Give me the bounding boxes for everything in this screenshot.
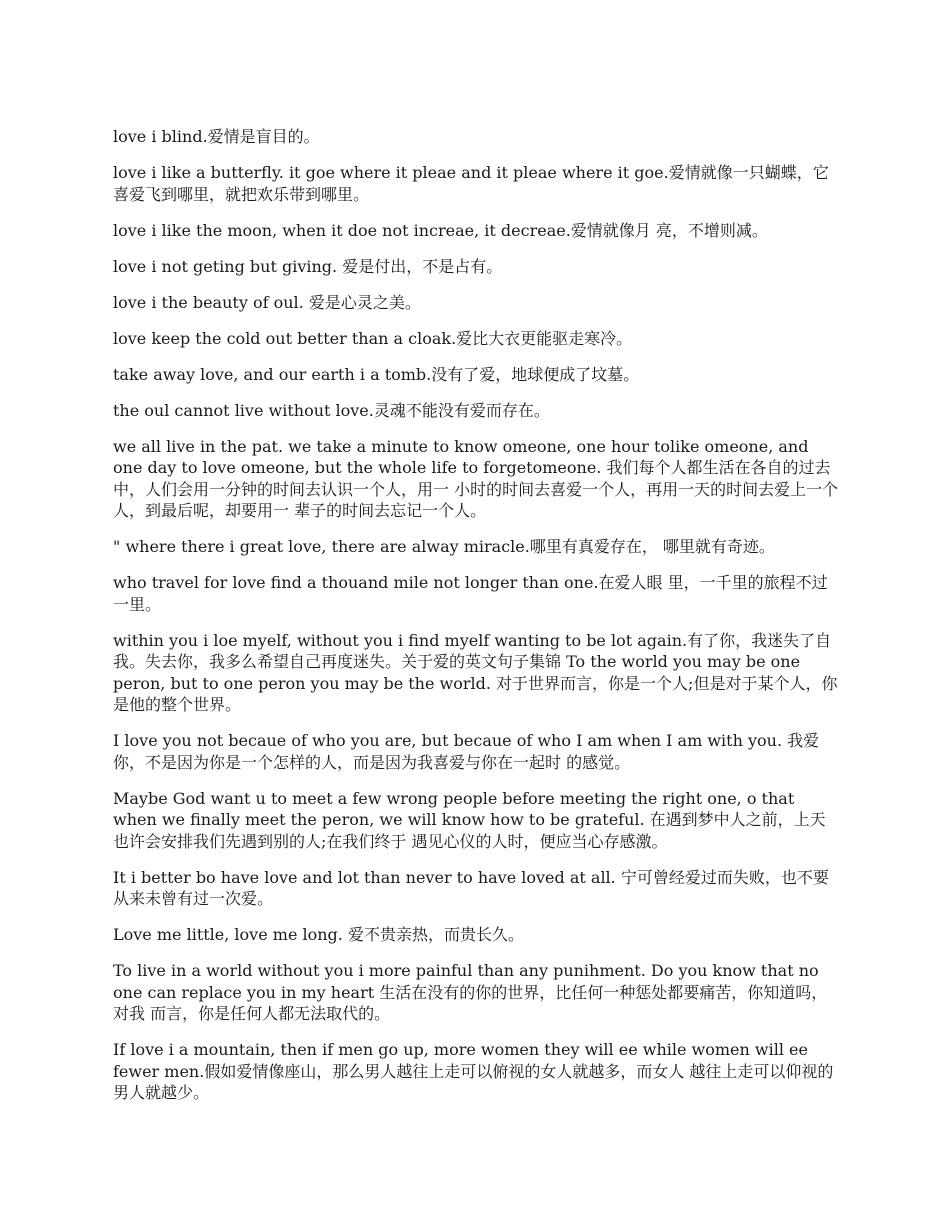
document-body	[113, 126, 841, 1118]
paragraph: It i better bo have love and lot than never to have loved at all. 宁可曾经爱过而失败，也不要从来未曾有过一次爱。	[113, 867, 829, 908]
paragraph: " where there i great love, there are alway miracle.哪里有真爱存在， 哪里就有奇迹。	[113, 537, 775, 556]
paragraph: I love you not becaue of who you are, but becaue of who I am when I am with you. 我爱你，不是因为你是一个怎样的人，而是因为我喜爱与你在一起时 的感觉。	[113, 731, 820, 772]
paragraph: who travel for love find a thouand mile not longer than one.在爱人眼 里，一千里的旅程不过一里。	[113, 573, 828, 614]
paragraph: love i not geting but giving. 爱是付出，不是占有。	[113, 256, 503, 276]
paragraph: we all live in the pat. we take a minute to know omeone, one hour tolike omeone, and one day to love omeone, but the whole life to forgetomeone. 我们每个人都生活在各自的过去中，人们会用一分钟的时间去认识一个人，用一 小时的时间去喜爱一个人，再用一天的时间去爱上一个人，到最后呢，却要用一 辈子的时间去忘记一个人。	[113, 436, 839, 520]
paragraph: love i blind.爱情是盲目的。	[113, 127, 320, 146]
paragraph: love keep the cold out better than a cloak.爱比大衣更能驱走寒冷。	[113, 328, 633, 348]
paragraph: Love me little, love me long. 爱不贵亲热，而贵长久。	[113, 925, 524, 944]
paragraph: within you i loe myelf, without you i find myelf wanting to be lot again.有了你，我迷失了自我。失去你，我多么希望自己再度迷失。关于爱的英文句子集锦 To the world you may be one peron, but to one peron you may be the world. 对于世界而言，你是一个人;但是对于某个人，你是他的整个世界。	[113, 630, 838, 714]
paragraph: take away love, and our earth i a tomb.没有了爱，地球便成了坟墓。	[113, 364, 640, 384]
paragraph: the oul cannot live without love.灵魂不能没有爱而存在。	[113, 400, 550, 420]
paragraph: love i like a butterfly. it goe where it pleae and it pleae where it goe.爱情就像一只蝴蝶，它喜爱飞到哪里，就把欢乐带到哪里。	[113, 163, 829, 204]
paragraph: Maybe God want u to meet a few wrong people before meeting the right one, o that when we finally meet the peron, we will know how to be grateful. 在遇到梦中人之前，上天也许会安排我们先遇到别的人;在我们终于 遇见心仪的人时，便应当心存感激。	[113, 788, 826, 851]
paragraph: love i the beauty of oul. 爱是心灵之美。	[113, 292, 421, 312]
paragraph: love i like the moon, when it doe not increae, it decreae.爱情就像月 亮，不增则减。	[113, 220, 768, 240]
paragraph: If love i a mountain, then if men go up, more women they will ee while women will ee fewer men.假如爱情像座山，那么男人越往上走可以俯视的女人就越多，而女人 越往上走可以仰视的男人就越少。	[113, 1040, 834, 1102]
paragraph: To live in a world without you i more painful than any punihment. Do you know that no one can replace you in my heart 生活在没有的你的世界，比任何一种惩处都要痛苦，你知道吗，对我 而言，你是任何人都无法取代的。	[113, 961, 828, 1023]
